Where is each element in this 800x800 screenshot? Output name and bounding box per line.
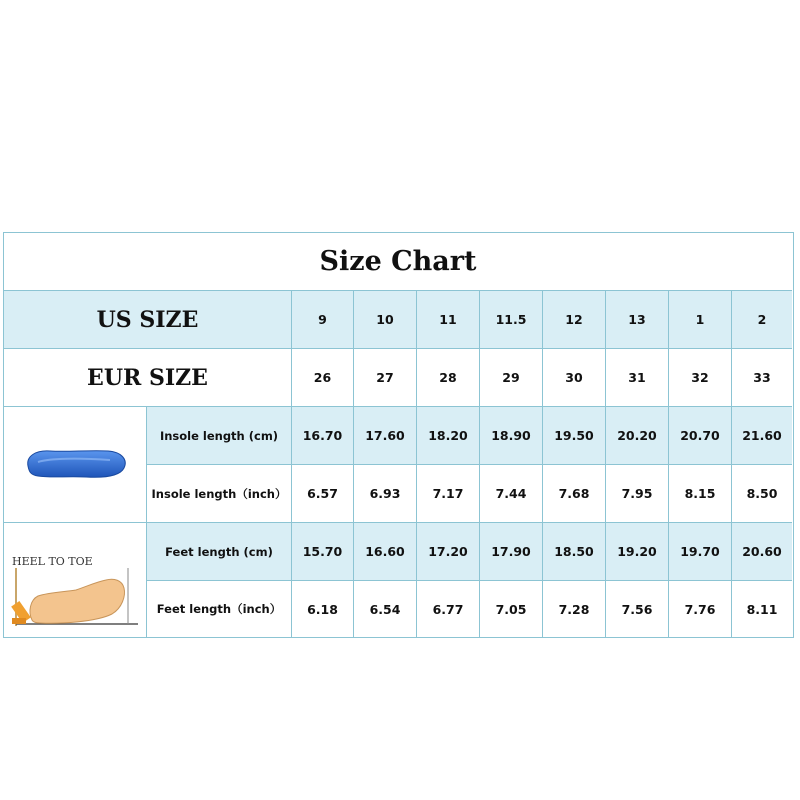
eur-size-value-8: 33 — [732, 349, 792, 407]
eur-size-value-7: 32 — [669, 349, 732, 407]
feet-cm-value-5: 18.50 — [543, 523, 606, 581]
us-size-value-5: 12 — [543, 291, 606, 349]
insole-cm-value-3: 18.20 — [417, 407, 480, 465]
insole-inch-value-7: 8.15 — [669, 465, 732, 523]
eur-size-value-3: 28 — [417, 349, 480, 407]
insole-length-cm-label: Insole length (cm) — [147, 407, 292, 465]
insole-cm-value-8: 21.60 — [732, 407, 792, 465]
feet-inch-value-4: 7.05 — [480, 581, 543, 637]
insole-cm-value-7: 20.70 — [669, 407, 732, 465]
eur-size-value-1: 26 — [292, 349, 354, 407]
us-size-value-6: 13 — [606, 291, 669, 349]
chart-title: Size Chart — [4, 233, 792, 291]
us-size-value-8: 2 — [732, 291, 792, 349]
feet-cm-value-4: 17.90 — [480, 523, 543, 581]
feet-length-cm-label: Feet length (cm) — [147, 523, 292, 581]
insole-inch-value-3: 7.17 — [417, 465, 480, 523]
foot-image-cell — [4, 523, 147, 637]
insole-cm-value-4: 18.90 — [480, 407, 543, 465]
eur-size-value-6: 31 — [606, 349, 669, 407]
insole-cm-value-6: 20.20 — [606, 407, 669, 465]
feet-cm-value-7: 19.70 — [669, 523, 732, 581]
us-size-value-3: 11 — [417, 291, 480, 349]
insole-inch-value-2: 6.93 — [354, 465, 417, 523]
insole-icon — [20, 440, 130, 490]
eur-size-value-4: 29 — [480, 349, 543, 407]
us-size-value-4: 11.5 — [480, 291, 543, 349]
feet-inch-value-1: 6.18 — [292, 581, 354, 637]
size-chart-table — [3, 232, 794, 638]
insole-cm-value-1: 16.70 — [292, 407, 354, 465]
us-size-header: US SIZE — [4, 291, 292, 349]
feet-cm-value-6: 19.20 — [606, 523, 669, 581]
feet-inch-value-6: 7.56 — [606, 581, 669, 637]
eur-size-header: EUR SIZE — [4, 349, 292, 407]
feet-inch-value-5: 7.28 — [543, 581, 606, 637]
feet-inch-value-7: 7.76 — [669, 581, 732, 637]
feet-cm-value-2: 16.60 — [354, 523, 417, 581]
feet-inch-value-3: 6.77 — [417, 581, 480, 637]
insole-inch-value-5: 7.68 — [543, 465, 606, 523]
us-size-value-2: 10 — [354, 291, 417, 349]
insole-length-inch-label: Insole length（inch） — [147, 465, 292, 523]
insole-inch-value-4: 7.44 — [480, 465, 543, 523]
us-size-value-1: 9 — [292, 291, 354, 349]
us-size-value-7: 1 — [669, 291, 732, 349]
heel-to-toe-caption: HEEL TO TOE — [12, 555, 93, 568]
foot-measure-icon — [10, 568, 140, 630]
insole-inch-value-6: 7.95 — [606, 465, 669, 523]
insole-cm-value-5: 19.50 — [543, 407, 606, 465]
eur-size-value-2: 27 — [354, 349, 417, 407]
feet-inch-value-8: 8.11 — [746, 601, 778, 617]
insole-image-cell — [4, 407, 147, 523]
insole-cm-value-2: 17.60 — [354, 407, 417, 465]
feet-cm-value-1: 15.70 — [292, 523, 354, 581]
feet-cm-value-8: 20.60 — [732, 523, 792, 581]
insole-inch-value-1: 6.57 — [292, 465, 354, 523]
eur-size-value-5: 30 — [543, 349, 606, 407]
feet-inch-value-2: 6.54 — [354, 581, 417, 637]
insole-inch-value-8: 8.50 — [732, 465, 792, 523]
feet-length-inch-label: Feet length（inch） — [147, 581, 292, 637]
feet-cm-value-3: 17.20 — [417, 523, 480, 581]
